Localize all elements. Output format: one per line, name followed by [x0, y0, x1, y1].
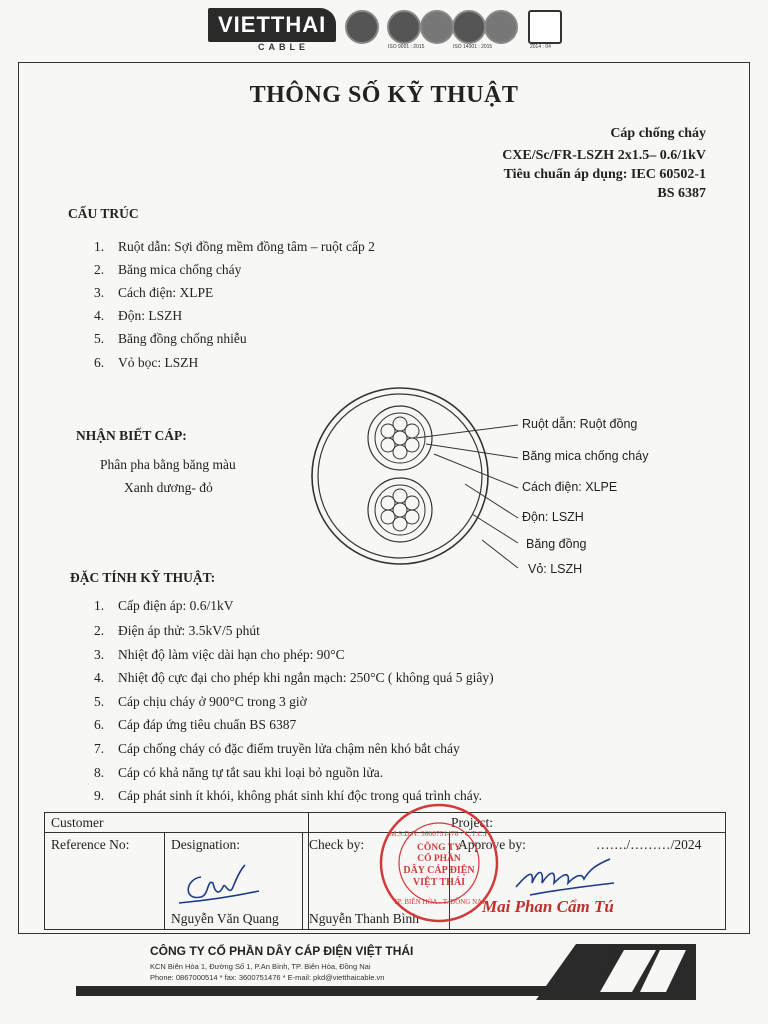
item-number: 3.	[94, 647, 105, 662]
item-text: Nhiệt độ cực đại cho phép khi ngắn mạch: 250°C ( không quá 5 giây)	[118, 670, 494, 685]
item-number: 1.	[94, 239, 105, 254]
item-text: Cấp điện áp: 0.6/1kV	[118, 598, 234, 613]
approval-date: ……./………/2024	[596, 837, 702, 852]
item-number: 5.	[94, 694, 105, 709]
leader-line	[472, 514, 518, 543]
stamp-line-3: DÂY CÁP ĐIỆN	[403, 865, 475, 876]
item-text: Cáp chịu cháy ở 900°C trong 3 giờ	[118, 694, 307, 709]
structure-item	[94, 285, 213, 301]
footer-address: KCN Biên Hòa 1, Đường Số 1, P.An Bình, TP. Biên Hòa, Đồng Nai	[150, 962, 371, 971]
structure-heading: CẤU TRÚC	[68, 206, 139, 221]
item-text: Ruột dẫn: Sợi đồng mềm đồng tâm – ruột cấp 2	[118, 239, 375, 254]
reference-label: Reference No:	[51, 837, 130, 852]
leader-line	[482, 540, 518, 568]
item-text: Cách điện: XLPE	[118, 285, 214, 300]
core-1-strand	[405, 424, 419, 438]
cert-label-2: ISO 14001 : 2015	[453, 44, 493, 50]
item-text: Băng mica chống cháy	[118, 262, 242, 277]
technical-heading: ĐẶC TÍNH KỸ THUẬT:	[70, 570, 216, 585]
designer-name: Nguyễn Văn Quang	[171, 911, 279, 926]
item-number: 6.	[94, 355, 105, 370]
cert-logo-2-icon	[387, 10, 421, 44]
stamp-line-1: CÔNG TY	[417, 843, 461, 853]
technical-item	[94, 670, 494, 686]
item-number: 8.	[94, 765, 105, 780]
header	[0, 0, 768, 58]
identification-line-1: Phân pha bằng băng màu	[100, 457, 236, 472]
core-2-strand	[381, 496, 395, 510]
structure-item	[94, 308, 182, 324]
core-1-strand	[381, 424, 395, 438]
project-label: Project:	[451, 815, 493, 830]
spec-product-code: CXE/Sc/FR-LSZH 2x1.5– 0.6/1kV	[502, 148, 706, 163]
brand-logo-subtitle: CABLE	[258, 42, 309, 52]
company-stamp-icon	[376, 800, 502, 926]
structure-item	[94, 331, 247, 347]
technical-item	[94, 765, 383, 781]
item-number: 2.	[94, 623, 105, 638]
item-text: Băng đồng chống nhiễu	[118, 331, 247, 346]
identification-line-2: Xanh dương- đỏ	[124, 480, 213, 495]
cert-logo-4-icon	[452, 10, 486, 44]
spec-product-type: Cáp chống cháy	[610, 126, 706, 141]
item-number: 3.	[94, 285, 105, 300]
item-number: 4.	[94, 308, 105, 323]
item-text: Vỏ bọc: LSZH	[118, 355, 199, 370]
leader-line	[434, 454, 518, 488]
diagram-label-sheath: Vỏ: LSZH	[528, 562, 583, 576]
quacert-logo-icon	[528, 10, 562, 44]
reference-cell	[44, 832, 165, 930]
diagram-label-mica: Băng mica chống cháy	[522, 449, 649, 463]
technical-item	[94, 741, 460, 757]
customer-cell	[44, 812, 309, 833]
core-2-mica	[375, 485, 425, 535]
outer-sheath-ring	[312, 388, 488, 564]
technical-item	[94, 623, 260, 639]
designation-label: Designation:	[171, 837, 240, 852]
page-title: THÔNG SỐ KỸ THUẬT	[249, 82, 519, 108]
cert-logo-1-icon	[345, 10, 379, 44]
technical-item	[94, 598, 233, 614]
technical-item	[94, 694, 307, 710]
stamp-line-4: VIỆT THÁI	[412, 877, 466, 888]
item-number: 7.	[94, 741, 105, 756]
check-by-label: Check by:	[309, 837, 365, 852]
core-1-insulation	[368, 406, 432, 470]
item-number: 9.	[94, 788, 105, 803]
approver-signature-icon	[510, 853, 620, 903]
spec-standard: Tiêu chuẩn áp dụng: IEC 60502-1	[503, 167, 706, 182]
structure-item	[94, 262, 241, 278]
core-2-insulation	[368, 478, 432, 542]
item-text: Cáp có khả năng tự tắt sau khi loại bỏ nguồn lửa.	[118, 765, 384, 780]
diagram-label-copper-tape: Băng đồng	[526, 537, 587, 551]
item-number: 4.	[94, 670, 105, 685]
project-cell	[308, 812, 726, 833]
cable-cross-section-diagram	[300, 380, 530, 580]
brand-logo: VIETTHAI	[208, 8, 336, 42]
footer-contact: Phone: 0867000514 * fax: 3600751476 * E-mail: pkd@vietthaicable.vn	[150, 973, 385, 982]
item-number: 5.	[94, 331, 105, 346]
core-1-strand	[405, 438, 419, 452]
structure-item	[94, 355, 198, 371]
cert-logo-5-icon	[484, 10, 518, 44]
approve-by-label: Approve by:	[458, 837, 526, 852]
core-2-strand	[381, 510, 395, 524]
identification-heading: NHẬN BIẾT CÁP:	[76, 428, 187, 443]
item-number: 1.	[94, 598, 105, 613]
core-2-strand	[405, 510, 419, 524]
core-1-strand	[381, 438, 395, 452]
item-text: Độn: LSZH	[118, 308, 183, 323]
approver-name: Mai Phan Cẩm Tú	[482, 897, 614, 916]
spec-standard-2: BS 6387	[657, 186, 706, 201]
footer-company-name: CÔNG TY CỔ PHẦN DÂY CÁP ĐIỆN VIỆT THÁI	[150, 944, 414, 958]
checker-name: Nguyễn Thanh Bình	[309, 911, 419, 926]
diagram-label-conductor: Ruột dẫn: Ruột đồng	[522, 417, 638, 431]
footer-bar-decoration	[76, 944, 696, 1004]
copper-tape-ring	[318, 394, 482, 558]
item-text: Nhiệt độ làm việc dài hạn cho phép: 90°C	[118, 647, 345, 662]
diagram-label-insulation: Cách điện: XLPE	[522, 480, 618, 494]
stamp-bottom-text: TP. BIÊN HÒA - T. ĐỒNG NAI	[393, 898, 485, 906]
cert-logo-3-icon	[420, 10, 454, 44]
item-text: Cáp đáp ứng tiêu chuẩn BS 6387	[118, 717, 297, 732]
item-text: Cáp chống cháy có đặc điểm truyền lửa chậm nên khó bắt cháy	[118, 741, 460, 756]
item-number: 2.	[94, 262, 105, 277]
designation-cell	[164, 832, 309, 930]
item-number: 6.	[94, 717, 105, 732]
core-2-strand	[405, 496, 419, 510]
designer-signature-icon	[171, 857, 261, 907]
technical-item	[94, 717, 296, 733]
structure-item	[94, 239, 375, 255]
item-text: Cáp phát sinh ít khói, không phát sinh khí độc trong quá trình cháy.	[118, 788, 482, 803]
cert-label-3: 2014 : 04	[530, 44, 551, 50]
item-text: Điện áp thử: 3.5kV/5 phút	[118, 623, 260, 638]
stamp-line-2: CỔ PHẦN	[417, 854, 461, 864]
technical-item	[94, 647, 345, 663]
cert-label-1: ISO 9001 : 2015	[388, 44, 425, 50]
customer-label: Customer	[51, 815, 104, 830]
diagram-label-filler: Độn: LSZH	[522, 510, 584, 524]
stamp-ring-text: M.S.D.N: 3600751476 · C.T.C.P	[389, 829, 489, 838]
